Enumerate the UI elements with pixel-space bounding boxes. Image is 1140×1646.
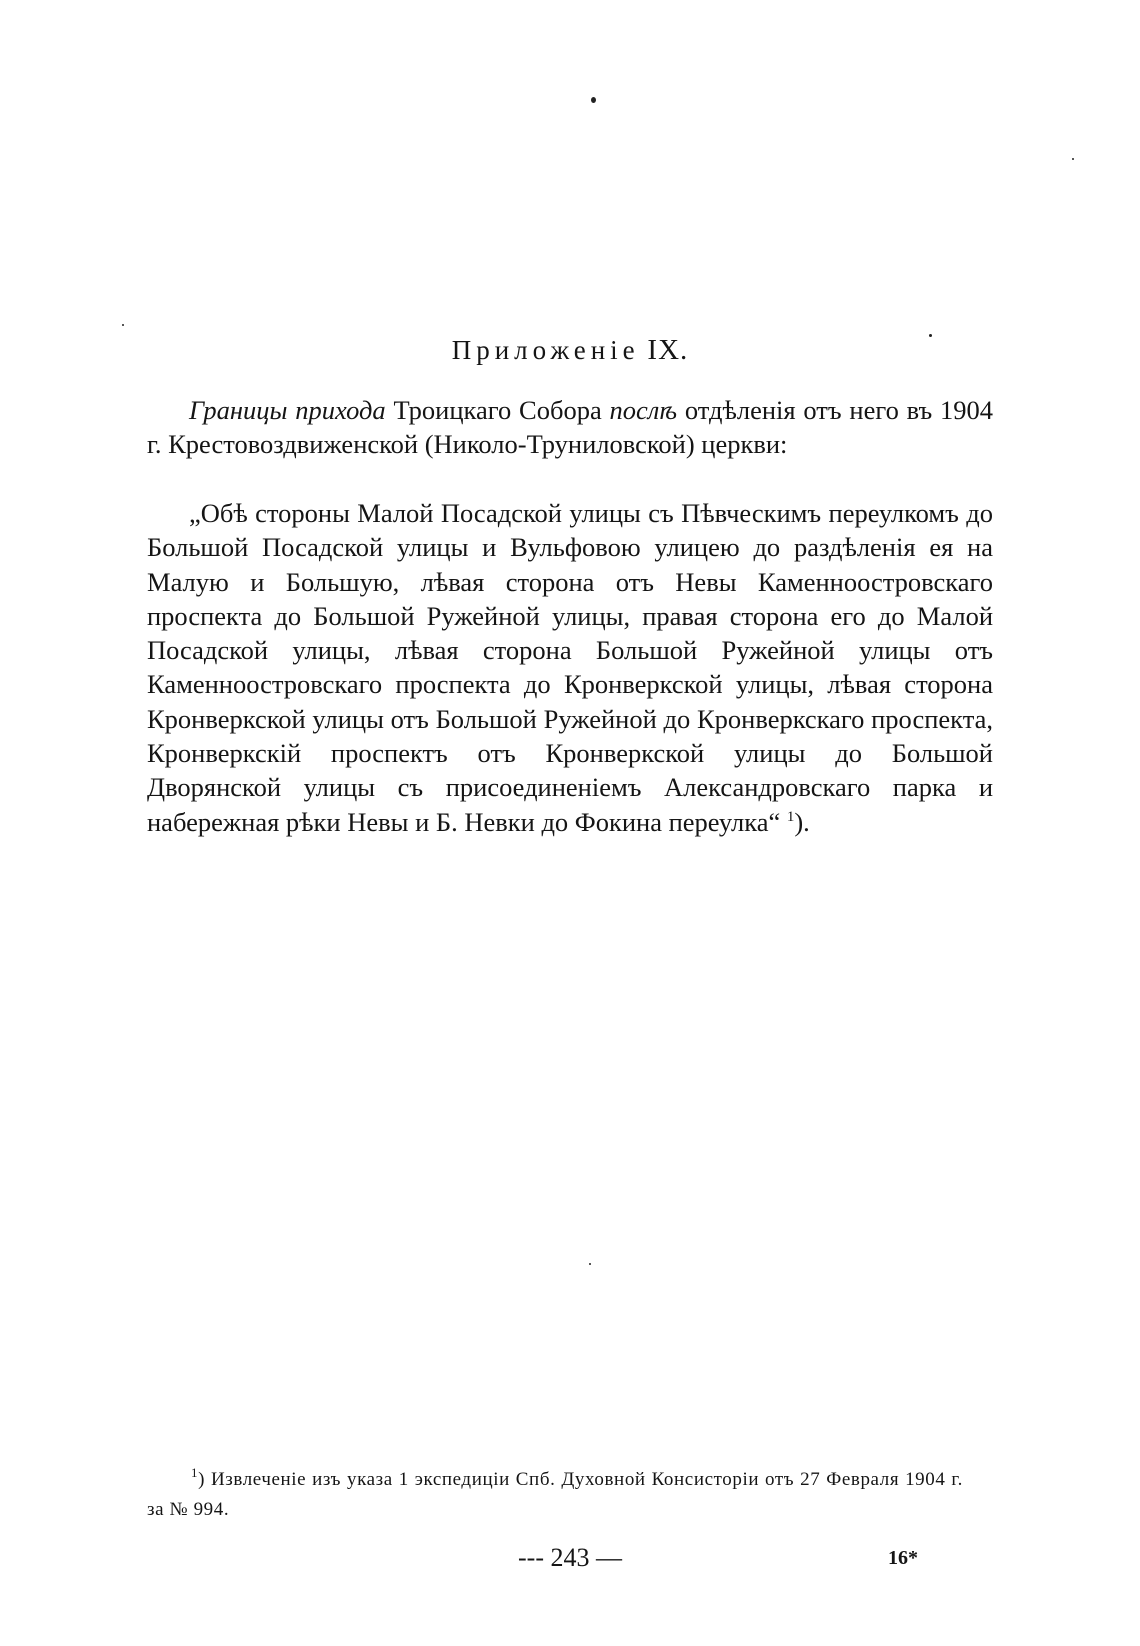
intro-text: Троицкаго Собора: [385, 395, 610, 425]
quote-closing: ).: [794, 806, 810, 837]
footnote-text: ) Извлеченiе изъ указа 1 экспедицiи Спб. Духовной Консисторiи отъ 27 Февраля 1904 г. за № 994.: [147, 1469, 963, 1520]
appendix-heading-numeral: IX.: [647, 334, 689, 366]
quoted-boundary-description: [147, 496, 993, 839]
footnote: [147, 1465, 963, 1525]
quote-text: „Обѣ стороны Малой Посадской улицы съ Пѣвческимъ переулкомъ до Большой Посадской улицы и Вульфовою улицею до раздѣленiя ея на Малую и Большую, лѣвая сторона отъ Невы Каменноостровскаго проспекта до Большой Ружейной улицы, правая сторона его до Малой Посадской улицы, лѣвая сторона Большой Ружейной улицы отъ Каменноостровскаго проспекта до Кронверкской улицы, лѣвая сторона Кронверкской улицы отъ Большой Ружейной до Кронверкскаго проспекта, Кронверкскiй проспектъ отъ Кронверкской улицы до Большой Дворянской улицы съ присоединенiемъ Александровскаго парка и набережная рѣки Невы и Б. Невки до Фокина переулка“: [147, 498, 993, 837]
appendix-heading-prefix: Приложенiе: [451, 335, 640, 365]
footnote-marker: 1: [191, 1465, 199, 1480]
intro-text-continued: отдѣленiя отъ него въ 1904 г. Крестовоздвиженской (Николо-Труниловской) церкви:: [147, 395, 994, 460]
print-speck: [1072, 158, 1074, 160]
page-number: --- 243 —: [518, 1543, 622, 1572]
print-speck: [122, 324, 124, 326]
intro-italic-phrase: Границы прихода: [189, 395, 386, 425]
printer-signature-mark: 16*: [888, 1547, 918, 1569]
appendix-heading: [0, 336, 1140, 365]
footnote-reference: 1: [786, 808, 795, 825]
intro-paragraph: [147, 393, 993, 461]
print-speck: [591, 97, 596, 103]
intro-italic-word: послѣ: [609, 395, 678, 425]
print-speck: [589, 1263, 591, 1265]
